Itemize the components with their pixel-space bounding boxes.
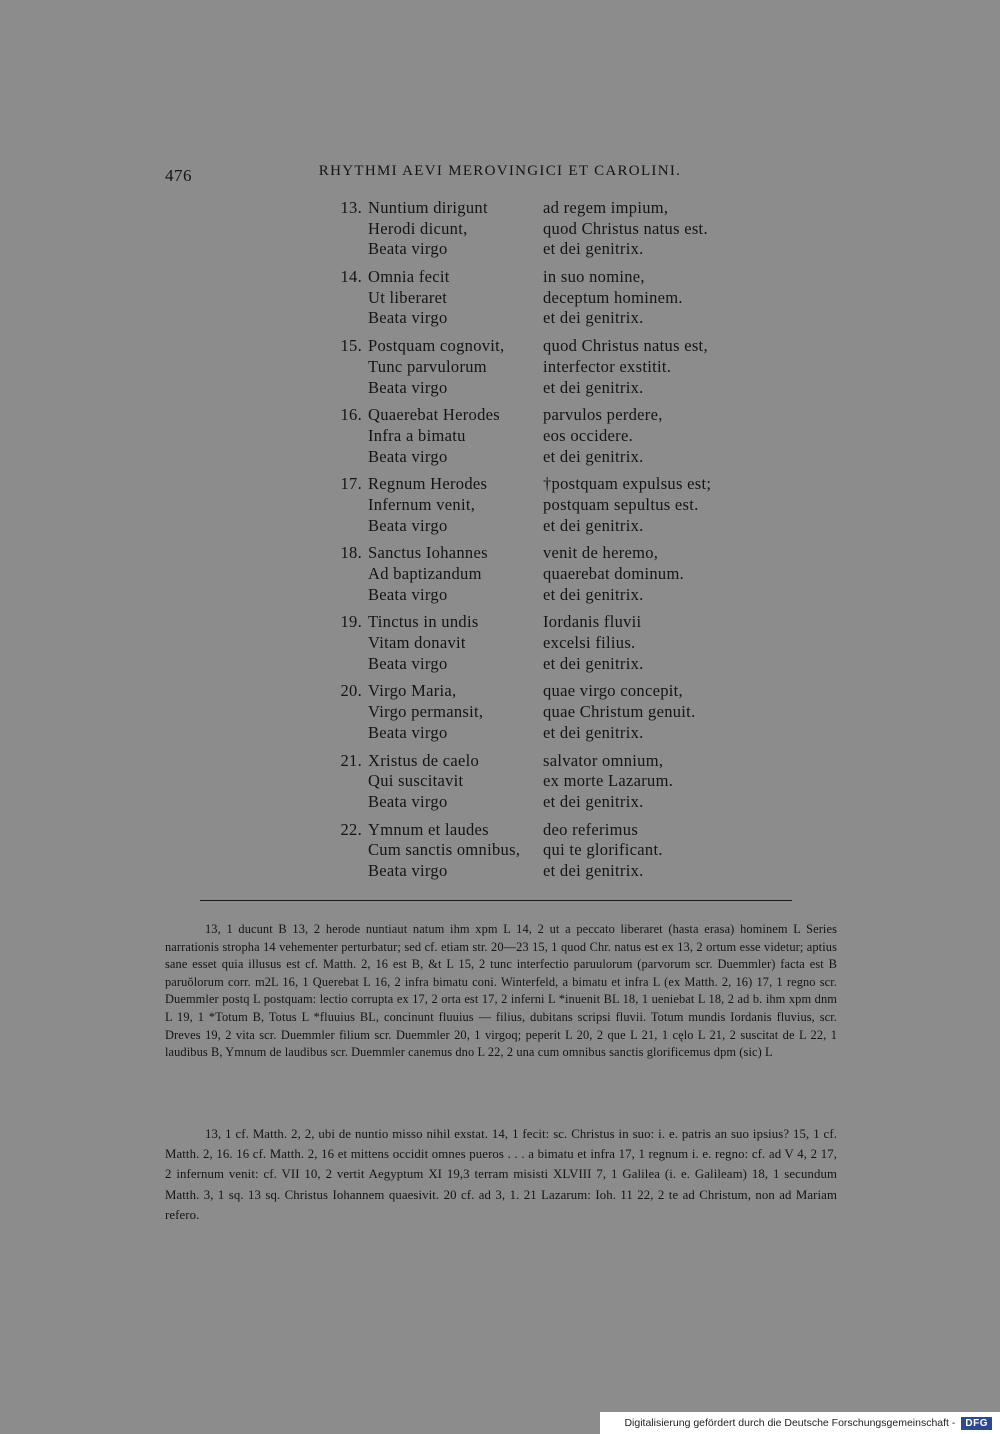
verse-line [300,723,820,744]
verse-first-half: Xristus de caelo [368,750,480,770]
verse-line [300,771,820,792]
verse-second-half: ex morte Lazarum. [543,771,674,791]
verse-second-half: quod Christus natus est. [543,218,708,238]
verse-second-half: qui te glorificant. [543,840,663,860]
verse-first-half: Beata virgo [368,860,448,880]
stanza [300,543,820,605]
verse-second-half: eos occidere. [543,425,634,445]
verse-second-half: ad regem impium, [543,198,669,217]
verse-line [300,357,820,378]
verse-line [300,633,820,654]
verse-second-half: †postquam expulsus est; [543,474,712,494]
verse-first-half: Omnia fecit [368,267,450,287]
verse-second-half: Iordanis fluvii [543,612,642,632]
stanza [300,405,820,467]
poem [300,198,820,889]
verse-first-half: Beata virgo [368,377,448,397]
verse-first-half: Herodi dicunt, [368,218,468,238]
verse-second-half: et dei genitrix. [543,791,644,811]
verse-second-half: postquam sepultus est. [543,494,699,514]
stanza [300,198,820,260]
stanza-number: 18. [340,543,362,563]
stanza [300,820,820,882]
verse-first-half: Beata virgo [368,653,448,673]
verse-second-half: parvulos perdere, [543,405,663,425]
verse-second-half: et dei genitrix. [543,860,644,880]
verse-second-half: et dei genitrix. [543,722,644,742]
verse-line [300,198,820,219]
verse-line [300,267,820,288]
verse-second-half: et dei genitrix. [543,239,644,259]
verse-second-half: quae Christum genuit. [543,702,696,722]
verse-first-half: Cum sanctis omnibus, [368,840,521,860]
verse-first-half: Virgo permansit, [368,702,484,722]
verse-second-half: et dei genitrix. [543,446,644,466]
verse-first-half: Nuntium dirigunt [368,198,488,217]
verse-second-half: quae virgo concepit, [543,681,683,701]
apparatus-text: 13, 1 ducunt B 13, 2 herode nuntiaut natum ihm xpm L 14, 2 ut a peccato liberaret (hasta erasa) hominem L Series narrationis stropha 14 vehementer perturbatur; sed cf. etiam str. 20—23 15, 1 quod Chr. natus est ex 13, 2 ortum esse videtur; aptius sane esset quia illusus est cf. Matth. 2, 16 est B, &t L 15, 2 tunc interfectio paruulorum (parvorum scr. Duemmler) facta est B paruŏlorum corr. m2L 16, 1 Querebat L 16, 2 infra bimatu coni. Winterfeld, a bimatu et infra L (ex Matth. 2, 16) 17, 1 regno scr. Duemmler postq L postquam: lectio corrupta ex 17, 2 orta est 17, 2 inferni L *inuenit BL 18, 1 ueniebat L 18, 2 ad b. ihm xpm dnm L 19, 1 *Totum B, Totus L *fluuius BL, concinunt fluuius — filius, dubitans scripsi fluvii. Totum mundis Iordanis fluvius, scr. Dreves 19, 2 vita scr. Duemmler filium scr. Duemmler 20, 1 virgoq; peperit L 20, 2 que L 21, 1 cęlo L 21, 2 suscitat de L 22, 1 laudibus B, Ymnum de laudibus scr. Duemmler canemus dno L 22, 2 una cum omnibus sanctis glorificemus dpm (sic) L [165,922,837,1060]
stanza-number: 14. [340,267,362,287]
stanza [300,267,820,329]
verse-first-half: Ad baptizandum [368,564,482,583]
verse-second-half: venit de heremo, [543,543,659,563]
verse-second-half: interfector exstitit. [543,356,672,376]
verse-line [300,861,820,882]
verse-second-half: et dei genitrix. [543,653,644,673]
verse-first-half: Sanctus Iohannes [368,543,488,563]
verse-line [300,308,820,329]
verse-line [300,792,820,813]
stanza [300,474,820,536]
verse-first-half: Beata virgo [368,584,448,604]
verse-second-half: et dei genitrix. [543,308,644,328]
verse-line [300,820,820,841]
verse-line [300,612,820,633]
verse-first-half: Ut liberaret [368,287,448,307]
verse-line [300,405,820,426]
verse-first-half: Virgo Maria, [368,681,457,701]
stanza-number: 17. [340,474,362,494]
verse-line [300,751,820,772]
stanza-number: 22. [340,819,362,839]
page-number: 476 [165,166,192,185]
stanza [300,751,820,813]
verse-first-half: Beata virgo [368,446,448,466]
verse-first-half: Ymnum et laudes [368,819,489,839]
verse-first-half: Beata virgo [368,239,448,259]
verse-second-half: salvator omnium, [543,750,664,770]
verse-second-half: et dei genitrix. [543,515,644,535]
stanza [300,612,820,674]
verse-first-half: Qui suscitavit [368,771,464,791]
verse-first-half: Beata virgo [368,722,448,742]
verse-line [300,702,820,723]
stanza-number: 13. [340,198,362,217]
verse-line [300,495,820,516]
verse-first-half: Regnum Herodes [368,474,488,494]
footer-credit: Digitalisierung gefördert durch die Deutsche Forschungsgemeinschaft - [624,1417,956,1429]
verse-line [300,288,820,309]
verse-first-half: Tunc parvulorum [368,356,487,376]
stanza-number: 15. [340,336,362,356]
source-notes [165,1124,837,1225]
stanza [300,336,820,398]
verse-line [300,516,820,537]
verse-line [300,543,820,564]
source-notes-text: 13, 1 cf. Matth. 2, 2, ubi de nuntio misso nihil exstat. 14, 1 fecit: sc. Christus in suo: i. e. patris an suo ipsius? 15, 1 cf. Matth. 2, 16. 16 cf. Matth. 2, 16 et mittens occidit omnes pueros . . . a bimatu et infra 17, 1 regnum i. e. regno: cf. ad V 4, 2 17, 2 infernum venit: cf. VII 10, 2 vertit Aegyptum XI 19,3 terram misisti XLVIII 7, 1 Galilea (i. e. Galileam) 18, 1 secundum Matth. 3, 1 sq. 13 sq. Christus Iohannem quaesivit. 20 cf. ad 3, 1. 21 Lazarum: Ioh. 11 22, 2 te ad Christum, non ad Mariam refero. [165,1127,837,1222]
stanza-number: 21. [340,750,362,770]
stanza [300,681,820,743]
dfg-logo: DFG [961,1417,992,1430]
verse-second-half: excelsi filius. [543,633,636,653]
verse-first-half: Beata virgo [368,308,448,328]
verse-second-half: deo referimus [543,819,639,839]
verse-second-half: et dei genitrix. [543,377,644,397]
verse-line [300,239,820,260]
verse-line [300,336,820,357]
verse-first-half: Tinctus in undis [368,612,479,632]
verse-second-half: quod Christus natus est, [543,336,708,356]
footnote-divider [200,900,792,901]
verse-second-half: et dei genitrix. [543,584,644,604]
verse-second-half: deceptum hominem. [543,287,683,307]
verse-line [300,840,820,861]
verse-line [300,681,820,702]
verse-line [300,426,820,447]
verse-second-half: quaerebat dominum. [543,564,685,583]
verse-first-half: Vitam donavit [368,633,466,653]
verse-first-half: Beata virgo [368,515,448,535]
running-head: RHYTHMI AEVI MEROVINGICI ET CAROLINI. [318,163,682,179]
verse-line [300,585,820,606]
verse-first-half: Infra a bimatu [368,425,466,445]
verse-first-half: Beata virgo [368,791,448,811]
footer-bar [600,1412,1000,1434]
verse-line [300,219,820,240]
stanza-number: 16. [340,405,362,425]
verse-line [300,447,820,468]
stanza-number: 20. [340,681,362,701]
verse-first-half: Infernum venit, [368,494,476,514]
verse-line [300,474,820,495]
apparatus-criticus [165,921,837,1062]
verse-first-half: Postquam cognovit, [368,336,505,356]
verse-line [300,564,820,585]
verse-first-half: Quaerebat Herodes [368,405,500,425]
verse-second-half: in suo nomine, [543,267,645,287]
verse-line [300,654,820,675]
verse-line [300,378,820,399]
stanza-number: 19. [340,612,362,632]
